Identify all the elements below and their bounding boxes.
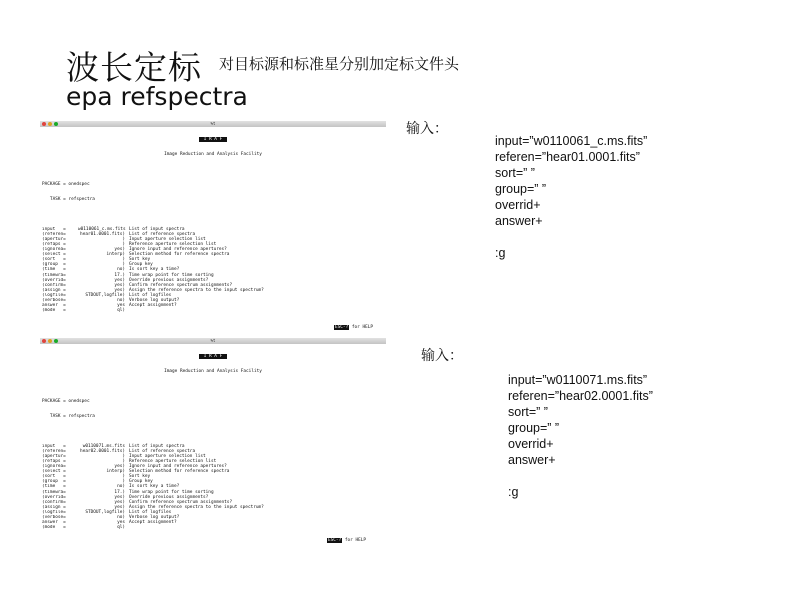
- parameter-name: (apertur=: [42, 236, 66, 242]
- parameter-value[interactable]: interp): [106, 252, 125, 258]
- parameter-name: (ignorea=: [42, 464, 66, 470]
- parameter-name: (assign =: [42, 504, 66, 510]
- parameter-description: List of input spectra: [129, 443, 185, 449]
- window-titlebar[interactable]: [40, 338, 386, 344]
- parameter-description: List of logfiles: [129, 509, 172, 515]
- parameter-name: (group =: [42, 479, 66, 485]
- parameter-name: (sort =: [42, 257, 66, 263]
- parameter-name: (referen=: [42, 448, 66, 454]
- param-line: input=”w0110071.ms.fits”: [508, 373, 648, 387]
- parameter-name: (referen=: [42, 231, 66, 237]
- parameter-description: Ignore input and reference apertures?: [129, 464, 227, 470]
- parameter-description: Group key: [129, 262, 153, 268]
- parameter-name: (apertur=: [42, 453, 66, 459]
- input-label: 输入：: [406, 121, 448, 137]
- parameter-value[interactable]: yes): [114, 287, 125, 293]
- terminal-content[interactable]: [40, 344, 386, 540]
- parameter-name: (refaps =: [42, 241, 66, 247]
- parameter-description: Group key: [129, 479, 153, 485]
- parameter-description: Is sort key a time?: [129, 484, 180, 490]
- parameter-description: Confirm reference spectrum assignments?: [129, 282, 233, 288]
- parameter-name: (verbose=: [42, 298, 66, 303]
- input-parameters: [508, 372, 653, 500]
- parameter-list: [42, 444, 384, 531]
- parameter-description: Selection method for reference spectra: [129, 252, 230, 258]
- param-line: answer+: [495, 214, 543, 228]
- parameter-name: (logfile=: [42, 509, 66, 515]
- param-line: group=” ”: [508, 421, 560, 435]
- parameter-value[interactable]: ): [122, 257, 125, 263]
- parameter-value[interactable]: ql): [117, 525, 125, 531]
- parameter-description: Time wrap point for time sorting: [129, 272, 214, 278]
- parameter-name: (sort =: [42, 474, 66, 480]
- parameter-description: Sort key: [129, 257, 151, 263]
- parameter-name: answer =: [42, 520, 66, 526]
- parameter-description: List of logfiles: [129, 292, 172, 298]
- parameter-row[interactable]: [42, 525, 384, 530]
- window-titlebar[interactable]: [40, 121, 386, 127]
- parameter-name: (timewra=: [42, 489, 66, 495]
- parameter-row[interactable]: [42, 308, 384, 313]
- slide-title: 波长定标: [66, 48, 202, 87]
- parameter-name: (time =: [42, 484, 66, 490]
- parameter-name: (mode =: [42, 525, 66, 531]
- parameter-name: answer =: [42, 303, 66, 309]
- parameter-value[interactable]: hear01.0001.fits): [80, 231, 125, 237]
- terminal-window[interactable]: [40, 338, 386, 548]
- parameter-value[interactable]: yes): [114, 464, 125, 470]
- parameter-description: Is sort key a time?: [129, 267, 180, 273]
- parameter-value[interactable]: yes: [117, 520, 125, 526]
- iraf-badge: I R A F: [199, 354, 228, 359]
- parameter-value[interactable]: yes: [117, 303, 125, 309]
- parameter-name: (verbose=: [42, 515, 66, 520]
- parameter-name: (timewra=: [42, 272, 66, 278]
- parameter-name: (confirm=: [42, 282, 66, 288]
- param-line: answer+: [508, 453, 556, 467]
- param-line: sort=” ”: [495, 166, 535, 180]
- parameter-value[interactable]: 17.): [114, 272, 125, 278]
- facility-title: Image Reduction and Analysis Facility: [164, 369, 262, 375]
- parameter-value[interactable]: 17.): [114, 489, 125, 495]
- parameter-description: Input aperture selection list: [129, 236, 206, 242]
- parameter-value[interactable]: w0110071.ms.fits: [82, 443, 125, 449]
- parameter-value[interactable]: yes): [114, 494, 125, 500]
- parameter-description: Input aperture selection list: [129, 453, 206, 459]
- task-line: TASK = refspectra: [42, 197, 95, 203]
- parameter-value[interactable]: ): [122, 236, 125, 242]
- parameter-value[interactable]: no): [117, 298, 125, 303]
- parameter-value[interactable]: yes): [114, 277, 125, 283]
- parameter-value[interactable]: yes): [114, 499, 125, 505]
- parameter-description: Verbose log output?: [129, 298, 180, 303]
- parameter-value[interactable]: no): [117, 515, 125, 520]
- parameter-value[interactable]: yes): [114, 247, 125, 253]
- parameter-name: input =: [42, 226, 66, 232]
- parameter-value[interactable]: STDOUT,logfile): [85, 292, 125, 298]
- parameter-value[interactable]: ): [122, 262, 125, 268]
- input-parameters: [495, 133, 647, 261]
- terminal-content[interactable]: [40, 127, 386, 323]
- param-line: sort=” ”: [508, 405, 548, 419]
- help-text: for HELP: [344, 538, 367, 543]
- go-command: :g: [495, 246, 506, 260]
- parameter-description: Override previous assignments?: [129, 277, 209, 283]
- parameter-name: (logfile=: [42, 292, 66, 298]
- parameter-description: Selection method for reference spectra: [129, 469, 230, 475]
- input-label: 输入：: [421, 348, 463, 364]
- task-name: epa refspectra: [66, 82, 248, 111]
- parameter-description: Reference aperture selection list: [129, 458, 217, 464]
- parameter-description: [125, 308, 129, 313]
- param-line: overrid+: [508, 437, 554, 451]
- parameter-name: (select =: [42, 469, 66, 475]
- slide-subtitle: 对目标源和标准星分别加定标文件头: [219, 55, 460, 73]
- parameter-name: (select =: [42, 252, 66, 258]
- parameter-name: (overrid=: [42, 494, 66, 500]
- parameter-description: Ignore input and reference apertures?: [129, 247, 227, 253]
- param-line: referen=”hear01.0001.fits”: [495, 150, 640, 164]
- parameter-name: (overrid=: [42, 277, 66, 283]
- parameter-description: Assign the reference spectra to the input spectrum?: [129, 504, 264, 510]
- help-text: for HELP: [351, 325, 374, 330]
- task-line: TASK = refspectra: [42, 414, 95, 420]
- window-title: %t: [210, 121, 216, 126]
- go-command: :g: [508, 485, 519, 499]
- parameter-name: (mode =: [42, 308, 66, 314]
- help-key: ESC-?: [328, 538, 342, 543]
- parameter-name: input =: [42, 443, 66, 449]
- parameter-description: [125, 525, 129, 530]
- parameter-description: Reference aperture selection list: [129, 241, 217, 247]
- parameter-value[interactable]: ): [122, 453, 125, 459]
- parameter-description: Accept assignment?: [129, 520, 177, 526]
- parameter-value[interactable]: ): [122, 241, 125, 247]
- help-hint: [327, 538, 366, 543]
- parameter-name: (assign =: [42, 287, 66, 293]
- help-key: ESC-?: [335, 325, 349, 330]
- package-line: PACKAGE = onedspec: [42, 398, 90, 404]
- window-title: %t: [210, 338, 216, 343]
- parameter-description: List of reference spectra: [129, 231, 196, 237]
- parameter-value[interactable]: ): [122, 474, 125, 480]
- parameter-description: Time wrap point for time sorting: [129, 489, 214, 495]
- iraf-badge: I R A F: [199, 137, 228, 142]
- parameter-value[interactable]: hear02.0001.fits): [80, 448, 125, 454]
- parameter-name: (group =: [42, 262, 66, 268]
- parameter-name: (time =: [42, 267, 66, 273]
- parameter-list: [42, 227, 384, 314]
- parameter-description: Sort key: [129, 474, 151, 480]
- param-line: referen=”hear02.0001.fits”: [508, 389, 653, 403]
- parameter-name: (confirm=: [42, 499, 66, 505]
- param-line: group=” ”: [495, 182, 547, 196]
- parameter-name: (ignorea=: [42, 247, 66, 253]
- parameter-description: Assign the reference spectra to the input spectrum?: [129, 287, 264, 293]
- help-hint: [334, 325, 373, 330]
- parameter-value[interactable]: STDOUT,logfile): [85, 509, 125, 515]
- parameter-value[interactable]: ql): [117, 308, 125, 314]
- parameter-value[interactable]: no): [117, 267, 125, 273]
- parameter-description: Verbose log output?: [129, 515, 180, 520]
- parameter-value[interactable]: no): [117, 484, 125, 490]
- parameter-description: Accept assignment?: [129, 303, 177, 309]
- package-line: PACKAGE = onedspec: [42, 181, 90, 187]
- parameter-value[interactable]: w0110061_c.ms.fits: [78, 226, 126, 232]
- parameter-value[interactable]: yes): [114, 282, 125, 288]
- parameter-name: (refaps =: [42, 458, 66, 464]
- parameter-value[interactable]: interp): [106, 469, 125, 475]
- parameter-description: List of input spectra: [129, 226, 185, 232]
- parameter-value[interactable]: ): [122, 458, 125, 464]
- parameter-description: Confirm reference spectrum assignments?: [129, 499, 233, 505]
- parameter-description: Override previous assignments?: [129, 494, 209, 500]
- parameter-value[interactable]: yes): [114, 504, 125, 510]
- parameter-description: List of reference spectra: [129, 448, 196, 454]
- param-line: overrid+: [495, 198, 541, 212]
- parameter-value[interactable]: ): [122, 479, 125, 485]
- facility-title: Image Reduction and Analysis Facility: [164, 152, 262, 158]
- param-line: input=”w0110061_c.ms.fits”: [495, 134, 648, 148]
- terminal-window[interactable]: [40, 121, 386, 333]
